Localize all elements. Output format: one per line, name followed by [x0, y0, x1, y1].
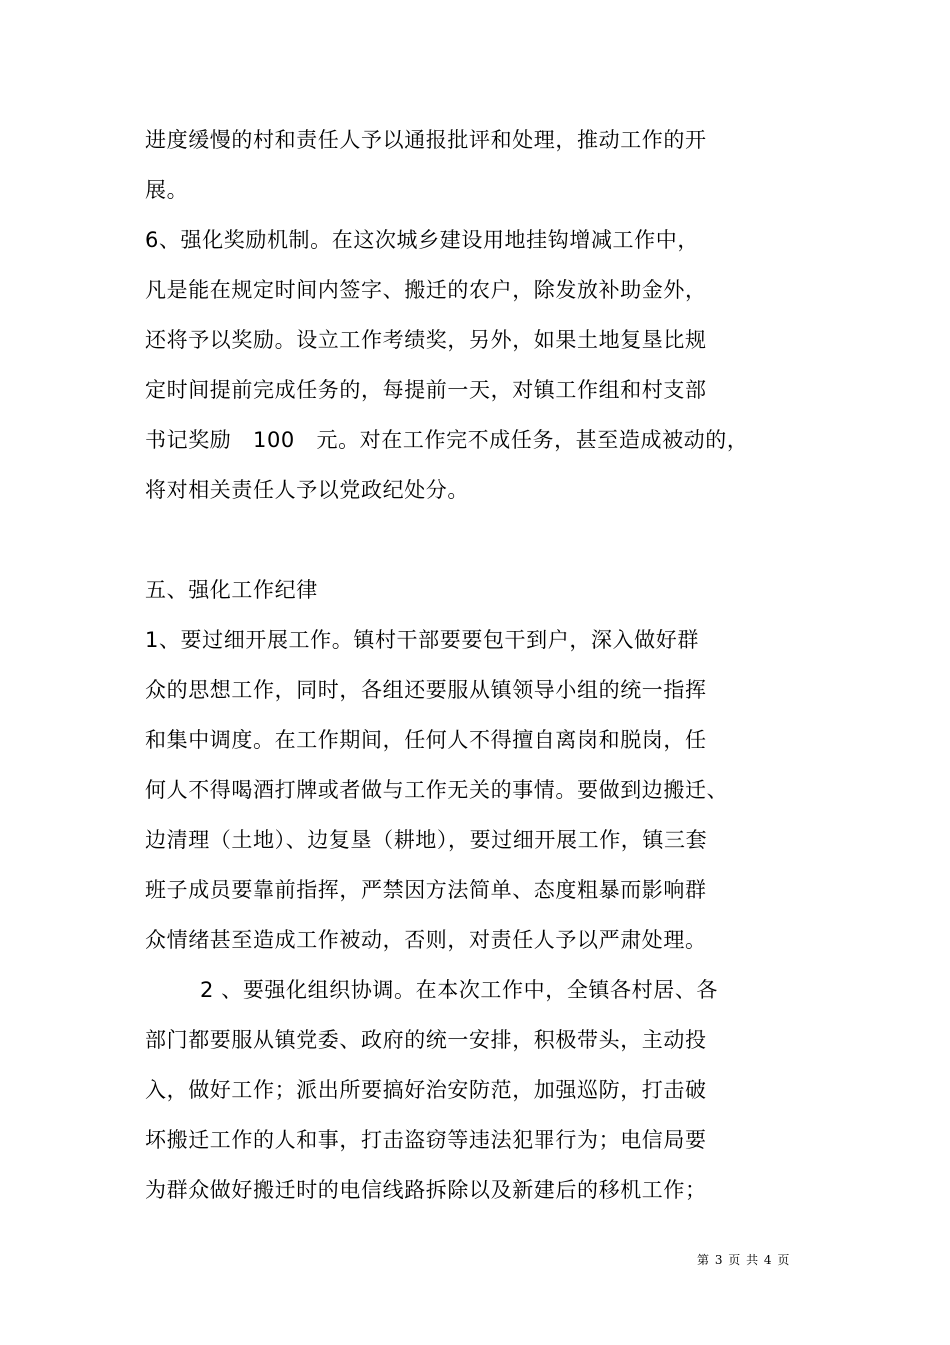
paragraph-line: 边清理（土地）、边复垦（耕地），要过细开展工作，镇三套 — [145, 828, 708, 852]
paragraph-line: 还将予以奖励。设立工作考绩奖，另外，如果土地复垦比规 — [145, 328, 707, 352]
paragraph-line: 众的思想工作，同时，各组还要服从镇领导小组的统一指挥 — [145, 678, 707, 702]
paragraph-line: 6、强化奖励机制。在这次城乡建设用地挂钩增减工作中， — [145, 228, 699, 252]
paragraph-line: 1、要过细开展工作。镇村干部要要包干到户，深入做好群 — [145, 628, 699, 652]
paragraph-line: 书记奖励 100 元。对在工作完不成任务，甚至造成被动的， — [145, 428, 749, 452]
paragraph-line: 和集中调度。在工作期间，任何人不得擅自离岗和脱岗，任 — [145, 728, 707, 752]
paragraph-line: 将对相关责任人予以党政纪处分。 — [145, 478, 469, 502]
section-heading: 五、强化工作纪律 — [145, 578, 318, 602]
paragraph-line: 班子成员要靠前指挥，严禁因方法简单、态度粗暴而影响群 — [145, 878, 707, 902]
paragraph-line: 进度缓慢的村和责任人予以通报批评和处理，推动工作的开 — [145, 128, 707, 152]
paragraph-line: 定时间提前完成任务的，每提前一天，对镇工作组和村支部 — [145, 378, 707, 402]
paragraph-line: 2 、要强化组织协调。在本次工作中，全镇各村居、各 — [200, 978, 719, 1002]
paragraph-line: 为群众做好搬迁时的电信线路拆除以及新建后的移机工作； — [145, 1178, 707, 1202]
page-number: 第 3 页 共 4 页 — [697, 1253, 791, 1267]
paragraph-line: 部门都要服从镇党委、政府的统一安排，积极带头，主动投 — [145, 1028, 707, 1052]
paragraph-line: 凡是能在规定时间内签字、搬迁的农户，除发放补助金外， — [145, 278, 707, 302]
paragraph-line: 展。 — [145, 178, 189, 202]
paragraph-line: 众情绪甚至造成工作被动，否则，对责任人予以严肃处理。 — [145, 928, 707, 952]
paragraph-line: 何人不得喝酒打牌或者做与工作无关的事情。要做到边搬迁、 — [145, 778, 729, 802]
paragraph-line: 坏搬迁工作的人和事，打击盗窃等违法犯罪行为；电信局要 — [145, 1128, 707, 1152]
paragraph-line: 入，做好工作；派出所要搞好治安防范，加强巡防，打击破 — [145, 1078, 707, 1102]
